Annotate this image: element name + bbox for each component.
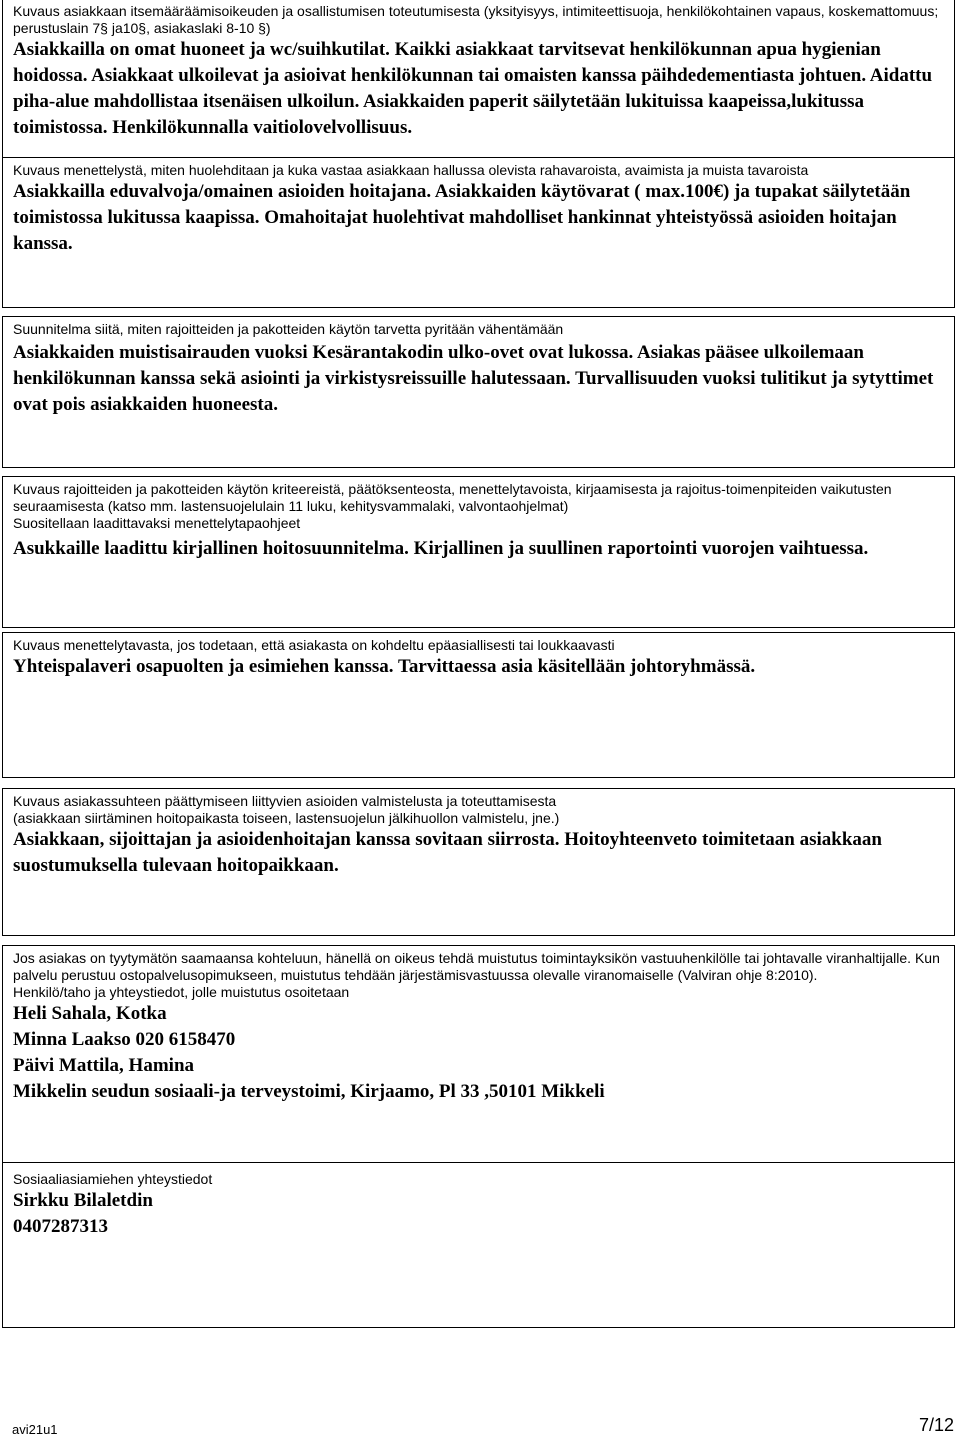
section-label: Suunnitelma siitä, miten rajoitteiden ja pakotteiden käytön tarvetta pyritään vähentämään xyxy=(13,321,564,337)
section-restraint-reduction xyxy=(2,316,955,468)
contact-line: Minna Laakso 020 6158470 xyxy=(13,1029,236,1050)
section-label: Kuvaus rajoitteiden ja pakotteiden käytön kriteereistä, päätöksenteosta, menettelytavoista, kirjaamisesta ja rajoitus-toimenpiteiden vaikutusten seuraamisesta (katso mm. lastensuojelulain 11 luku, kehitysvammalaki, valvontaohjelmat) xyxy=(13,481,892,514)
section-restraint-criteria xyxy=(2,476,955,628)
section-ombudsman xyxy=(2,1162,955,1328)
section-body: Asiakkailla on omat huoneet ja wc/suihkutilat. Kaikki asiakkaat tarvitsevat henkilökunnan apua hygienian hoidossa. Asiakkaat ulkoilevat ja asioivat henkilökunnan tai omaisten kanssa päihdedementiasta johtuen. Aidattu piha-alue mahdollistaa itsenäisen ulkoilun. Asiakkaiden paperit säilytetään lukituissa kaapeissa,lukitussa toimistossa. Henkilökunnalla vaitiolovelvollisuus. xyxy=(13,39,933,138)
ombudsman-phone: 0407287313 xyxy=(13,1216,108,1237)
section-mistreatment xyxy=(2,632,955,778)
contact-line: Mikkelin seudun sosiaali-ja terveystoimi, Kirjaamo, Pl 33 ,50101 Mikkeli xyxy=(13,1081,605,1102)
document-id: avi21u1 xyxy=(12,1422,58,1437)
section-body: Asiakkailla eduvalvoja/omainen asioiden hoitajana. Asiakkaiden käytövarat ( max.100€) ja tupakat säilytetään toimistossa lukitussa kaapissa. Omahoitajat huolehtivat mahdolliset hankinnat yhteistyössä asioiden hoitajan kanssa. xyxy=(13,181,911,254)
section-label: Sosiaaliasiamiehen yhteystiedot xyxy=(13,1171,213,1187)
page-number: 7/12 xyxy=(918,1415,954,1435)
contact-line: Päivi Mattila, Hamina xyxy=(13,1055,195,1076)
section-body: Asiakkaiden muistisairauden vuoksi Kesärantakodin ulko-ovet ovat lukossa. Asiakas pääsee ulkoilemaan henkilökunnan kanssa sekä asiointi ja virkistysreissuille halutessaan. Turvallisuuden vuoksi tulitikut ja sytyttimet ovat pois asiakkaiden huoneesta. xyxy=(13,342,934,415)
section-body: Asukkaille laadittu kirjallinen hoitosuunnitelma. Kirjallinen ja suullinen raportointi vuorojen vaihtuessa. xyxy=(13,538,869,559)
section-label: Kuvaus asiakassuhteen päättymiseen liittyvien asioiden valmistelusta ja toteuttamisesta xyxy=(13,793,557,809)
section-client-relationship-end xyxy=(2,788,955,936)
section-body: Asiakkaan, sijoittajan ja asioidenhoitajan kanssa sovitaan siirrosta. Hoitoyhteenveto toimitetaan asiakkaan suostumuksella tulevaan hoitopaikkaan. xyxy=(13,829,882,876)
section-sublabel: Henkilö/taho ja yhteystiedot, jolle muistutus osoitetaan xyxy=(13,984,350,1000)
section-label: Kuvaus menettelytavasta, jos todetaan, että asiakasta on kohdeltu epäasiallisesti tai loukkaavasti xyxy=(13,637,615,653)
contact-line: Heli Sahala, Kotka xyxy=(13,1003,167,1024)
section-label: Kuvaus menettelystä, miten huolehditaan ja kuka vastaa asiakkaan hallussa olevista rahavaroista, avaimista ja muista tavaroista xyxy=(13,162,809,178)
section-sublabel: Suositellaan laadittavaksi menettelytapaohjeet xyxy=(13,515,301,531)
ombudsman-name: Sirkku Bilaletdin xyxy=(13,1190,153,1211)
section-label: Kuvaus asiakkaan itsemääräämisoikeuden ja osallistumisen toteutumisesta (yksityisyys, intimiteettisuoja, henkilökohtainen vapaus, koskemattomuus; perustuslain 7§ ja10§, asiakaslaki 8-10 §) xyxy=(13,3,939,36)
section-body: Yhteispalaveri osapuolten ja esimiehen kanssa. Tarvittaessa asia käsitellään johtoryhmässä. xyxy=(13,656,756,677)
section-label: Jos asiakas on tyytymätön saamaansa kohteluun, hänellä on oikeus tehdä muistutus toimintayksikön vastuuhenkilölle tai johtavalle viranhaltijalle. Kun palvelu perustuu ostopalvelusopimukseen, muistutus tehdään järjestämisvastuussa olevalle viranomaiselle (Valviran ohje 8:2010). xyxy=(13,950,940,983)
section-assets xyxy=(2,158,955,308)
section-self-determination xyxy=(2,0,955,158)
section-sublabel: (asiakkaan siirtäminen hoitopaikasta toiseen, lastensuojelun jälkihuollon valmistelu, jne.) xyxy=(13,810,560,826)
section-complaint xyxy=(2,945,955,1163)
